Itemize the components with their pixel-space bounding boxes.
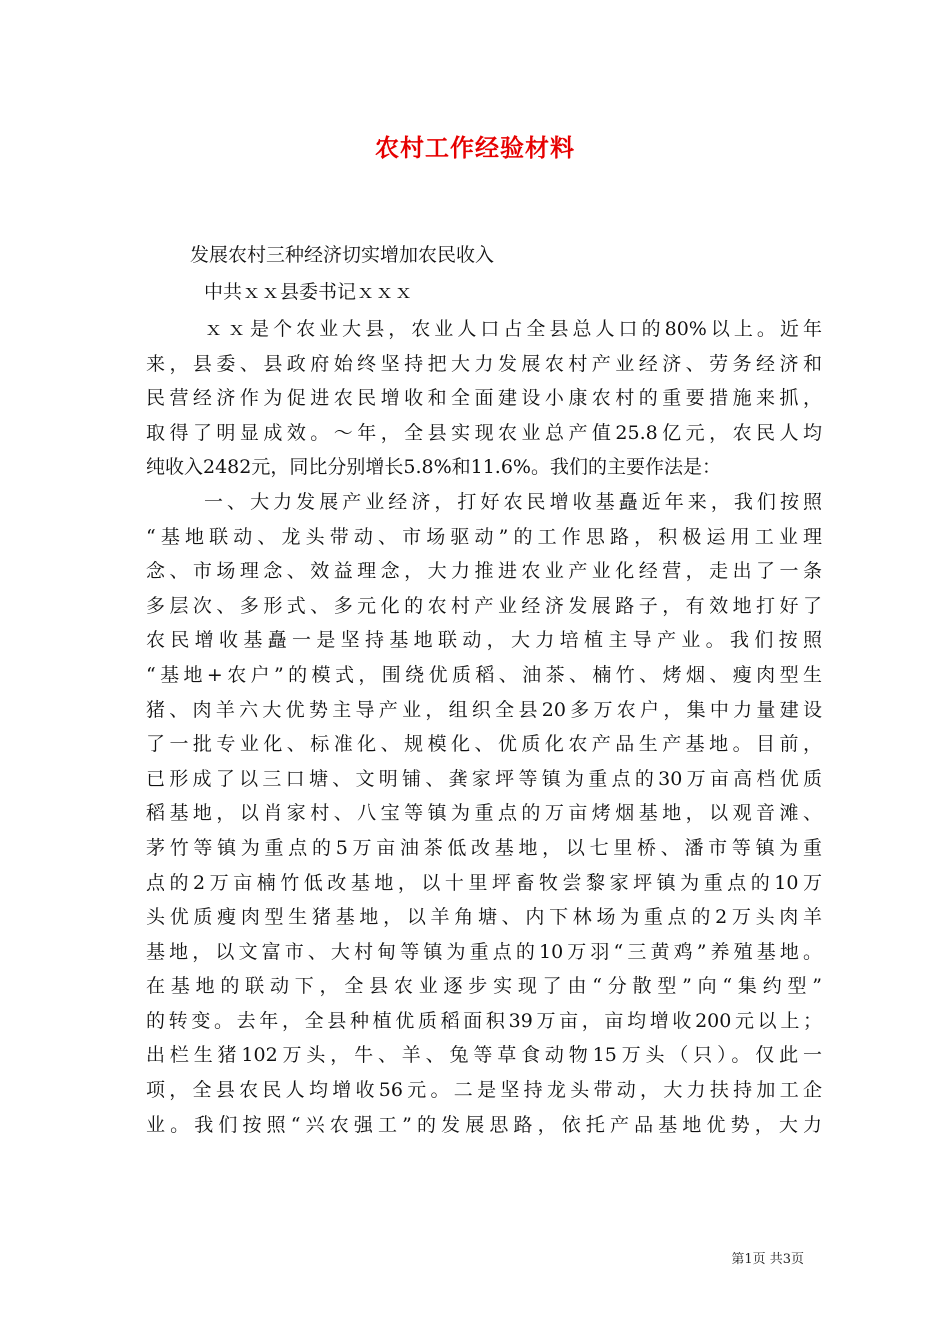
body-line: 猪、肉羊六大优势主导产业，组织全县20多万农户，集中力量建设 [146, 698, 822, 721]
body-line: 业。我们按照“兴农强工”的发展思路，依托产品基地优势，大力 [146, 1113, 822, 1136]
body-line: 茅竹等镇为重点的5万亩油茶低改基地，以七里桥、潘市等镇为重 [146, 836, 822, 859]
document-author: 中共ｘｘ县委书记ｘｘｘ [204, 281, 414, 303]
page-number: 第1页 共3页 [731, 1252, 804, 1267]
body-line: 在基地的联动下，全县农业逐步实现了由“分散型”向“集约型” [146, 975, 822, 998]
body-line: 出栏生猪102万头，牛、羊、兔等草食动物15万头（只）。仅此一 [146, 1044, 822, 1067]
body-line: 民营经济作为促进农民增收和全面建设小康农村的重要措施来抓， [146, 387, 822, 410]
body-line: 头优质瘦肉型生猪基地，以羊角塘、内下林场为重点的2万头肉羊 [146, 906, 822, 929]
body-line: “基地+农户”的模式，围绕优质稻、油茶、楠竹、烤烟、瘦肉型生 [146, 663, 822, 686]
body-line: ｘｘ是个农业大县，农业人口占全县总人口的80%以上。近年 [204, 318, 822, 340]
body-line: 多层次、多形式、多元化的农村产业经济发展路子，有效地打好了 [146, 594, 822, 617]
document-body [146, 312, 822, 1142]
body-line: 纯收入2482元，同比分别增长5.8%和11.6%。我们的主要作法是： [146, 456, 721, 479]
body-line: 点的2万亩楠竹低改基地，以十里坪畜牧尝黎家坪镇为重点的10万 [146, 871, 822, 894]
body-line: 基地，以文富市、大村甸等镇为重点的10万羽“三黄鸡”养殖基地。 [146, 940, 822, 963]
document-subtitle: 发展农村三种经济切实增加农民收入 [190, 244, 495, 266]
body-line: 已形成了以三口塘、文明铺、龚家坪等镇为重点的30万亩高档优质 [146, 767, 822, 790]
body-line: 项，全县农民人均增收56元。二是坚持龙头带动，大力扶持加工企 [146, 1079, 822, 1102]
body-line: 来，县委、县政府始终坚持把大力发展农村产业经济、劳务经济和 [146, 352, 822, 375]
body-line: 农民增收基矗一是坚持基地联动，大力培植主导产业。我们按照 [146, 629, 822, 652]
body-line: 了一批专业化、标准化、规模化、优质化农产品生产基地。目前， [146, 733, 822, 756]
body-line: 取得了明显成效。～年，全县实现农业总产值25.8亿元，农民人均 [146, 421, 822, 444]
body-line: “基地联动、龙头带动、市场驱动”的工作思路，积极运用工业理 [146, 525, 822, 548]
document-title: 农村工作经验材料 [375, 133, 575, 162]
body-line: 念、市场理念、效益理念，大力推进农业产业化经营，走出了一条 [146, 560, 822, 583]
body-line: 的转变。去年，全县种植优质稻面积39万亩，亩均增收200元以上； [146, 1009, 822, 1032]
body-line: 稻基地，以肖家村、八宝等镇为重点的万亩烤烟基地，以观音滩、 [146, 802, 822, 825]
body-line: 一、大力发展产业经济，打好农民增收基矗近年来，我们按照 [204, 490, 822, 513]
